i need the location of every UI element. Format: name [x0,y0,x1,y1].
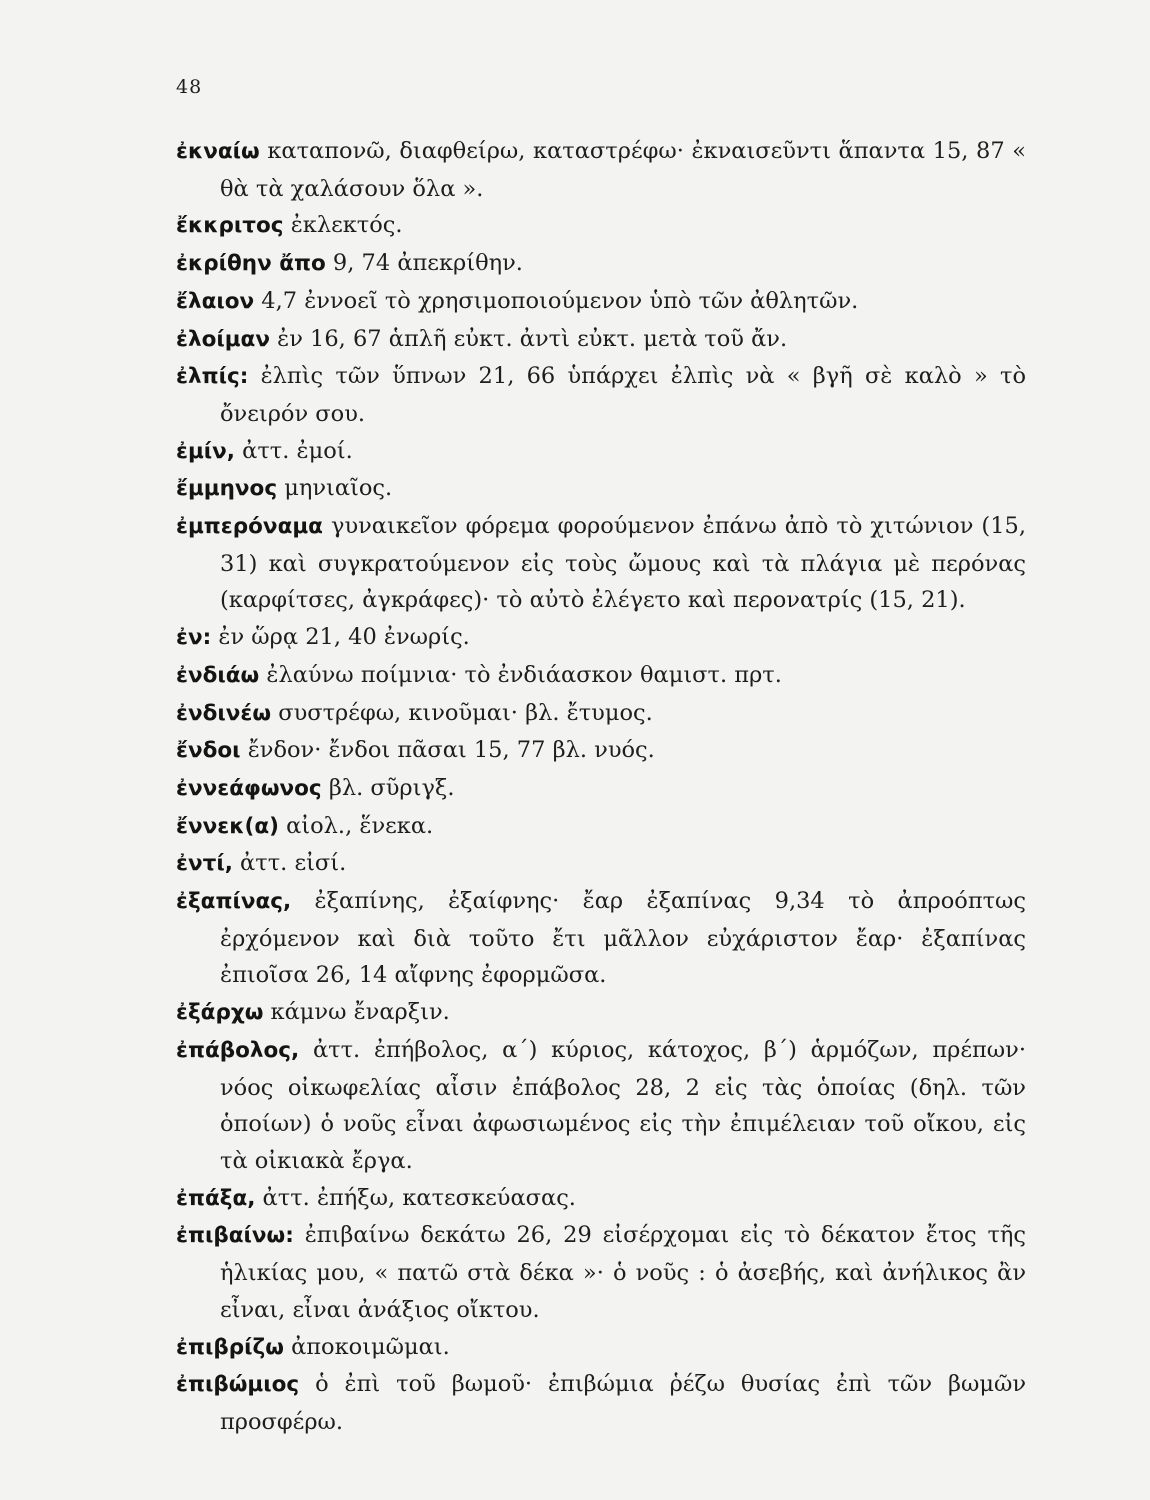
definition: ἐκλεκτός. [290,212,403,239]
headword: ἐκναίω [176,139,260,164]
definition: αἰολ., ἕνεκα. [286,812,434,839]
glossary-entry [176,245,1026,283]
glossary-entry [176,283,1026,321]
definition: ἀττ. εἰσί. [240,850,347,877]
headword: ἐν: [176,625,212,651]
glossary-entry [176,358,1026,432]
headword: ἔκκριτος [176,213,284,239]
definition: ἀττ. ἐπήβολος, α΄) κύριος, κάτοχος, β΄) ἁρμόζων, πρέπων· νόος οἰκωφελίας αἶσιν ἐπάβολος 28, 2 εἰς τὰς ὁποίας (δηλ. τῶν ὁποίων) ὁ νοῦς εἶναι ἀφωσιωμένος εἰς τὴν ἐπιμέλειαν τοῦ οἴκου, εἰς τὰ οἰκιακὰ ἔργα. [220,1036,1026,1174]
headword: ἐντί, [176,851,233,877]
glossary-entry [176,657,1026,695]
definition: ἔνδον· ἔνδοι πᾶσαι 15, 77 βλ. νυός. [247,737,655,764]
definition: καταπονῶ, διαφθείρω, καταστρέφω· ἐκναισεῦντι ἅπαντα 15, 87 « θὰ τὰ χαλάσουν ὅλα ». [220,138,1027,202]
headword: ἐπάβολος, [176,1037,300,1063]
headword: ἐπιβρίζω [176,1334,284,1360]
headword: ἐμίν, [176,438,235,464]
definition: μηνιαῖος. [284,475,393,502]
page-number: 48 [176,76,203,98]
headword: ἐξάρχω [176,1000,264,1026]
headword: ἔλαιον [176,288,255,314]
glossary-entry [176,1329,1026,1367]
glossary-entry [176,1032,1026,1180]
headword: ἔννεκ(α) [176,813,279,839]
glossary-entry [176,508,1026,619]
definition: 9, 74 ἀπεκρίθην. [332,250,523,277]
definition: συστρέφω, κινοῦμαι· βλ. ἔτυμος. [278,699,653,726]
headword: ἐπιβώμιος [176,1372,300,1398]
glossary-entry [176,321,1026,359]
glossary-entry [176,883,1026,994]
definition: γυναικεῖον φόρεμα φορούμενον ἐπάνω ἀπὸ τὸ χιτώνιον (15, 31) καὶ συγκρατούμενον εἰς τοὺς ὤμους καὶ τὰ πλάγια μὲ περόνας (καρφίτσες, ἀγκράφες)· τὸ αὐτὸ ἐλέγετο καὶ περονατρίς (15, 21). [220,513,1026,614]
definition: κάμνω ἔναρξιν. [270,999,450,1026]
glossary-entry [176,808,1026,846]
headword: ἔμμηνος [176,476,278,502]
glossary-entry [176,1366,1026,1440]
headword: ἐξαπίνας, [176,889,292,915]
glossary-entry [176,470,1026,508]
headword: ἐλοίμαν [176,326,270,352]
glossary-entry [176,207,1026,245]
headword: ἐπιβαίνω: [176,1223,294,1249]
headword: ἐλπίς: [176,364,249,390]
definition: 4,7 ἐννοεῖ τὸ χρησιμοποιούμενον ὑπὸ τῶν ἀθλητῶν. [261,287,859,314]
glossary-entry [176,1180,1026,1218]
glossary-entry [176,695,1026,733]
headword: ἐμπερόναμα [176,514,323,540]
definition: ἐξαπίνης, ἐξαίφνης· ἔαρ ἐξαπίνας 9,34 τὸ ἀπροόπτως ἐρχόμενον καὶ διὰ τοῦτο ἔτι μᾶλλον εὐχάριστον ἔαρ· ἐξαπίνας ἐπιοῖσα 26, 14 αἴφνης ἐφορμῶσα. [220,888,1026,989]
definition: ἀττ. ἐμοί. [242,437,353,464]
glossary-entry [176,1217,1026,1328]
headword: ἐνδιάω [176,662,260,688]
glossary-entry [176,732,1026,770]
glossary-entry [176,619,1026,657]
definition: ἐλαύνω ποίμνια· τὸ ἐνδιάασκον θαμιστ. πρτ. [266,661,782,688]
glossary-entry [176,845,1026,883]
definition: ἀποκοιμῶμαι. [291,1333,450,1360]
definition: ἐν ὥρᾳ 21, 40 ἐνωρίς. [218,624,470,651]
glossary-entry [176,994,1026,1032]
headword: ἐκρίθην ἄπο [176,251,326,277]
definition: βλ. σῦριγξ. [328,774,455,801]
glossary-entry [176,133,1026,207]
definition: ὁ ἐπὶ τοῦ βωμοῦ· ἐπιβώμια ῥέζω θυσίας ἐπὶ τῶν βωμῶν προσφέρω. [220,1371,1026,1435]
headword: ἐνδινέω [176,700,272,726]
glossary-entry [176,770,1026,808]
headword: ἔνδοι [176,738,241,764]
definition: ἐν 16, 67 ἁπλῆ εὐκτ. ἀντὶ εὐκτ. μετὰ τοῦ ἄν. [277,325,788,352]
definition: ἐλπὶς τῶν ὕπνων 21, 66 ὑπάρχει ἐλπὶς νὰ « βγῆ σὲ καλὸ » τὸ ὄνειρόν σου. [220,363,1026,427]
glossary-entry [176,433,1026,471]
headword: ἐννεάφωνος [176,775,322,801]
definition: ἐπιβαίνω δεκάτω 26, 29 εἰσέρχομαι εἰς τὸ δέκατον ἔτος τῆς ἡλικίας μου, « πατῶ στὰ δέκα »· ὁ νοῦς : ὁ ἀσεβής, καὶ ἀνήλικος ἂν εἶναι, εἶναι ἀνάξιος οἴκτου. [220,1222,1026,1323]
definition: ἀττ. ἐπήξω, κατεσκεύασας. [262,1184,576,1211]
headword: ἐπάξα, [176,1185,256,1211]
glossary [176,133,1026,1441]
